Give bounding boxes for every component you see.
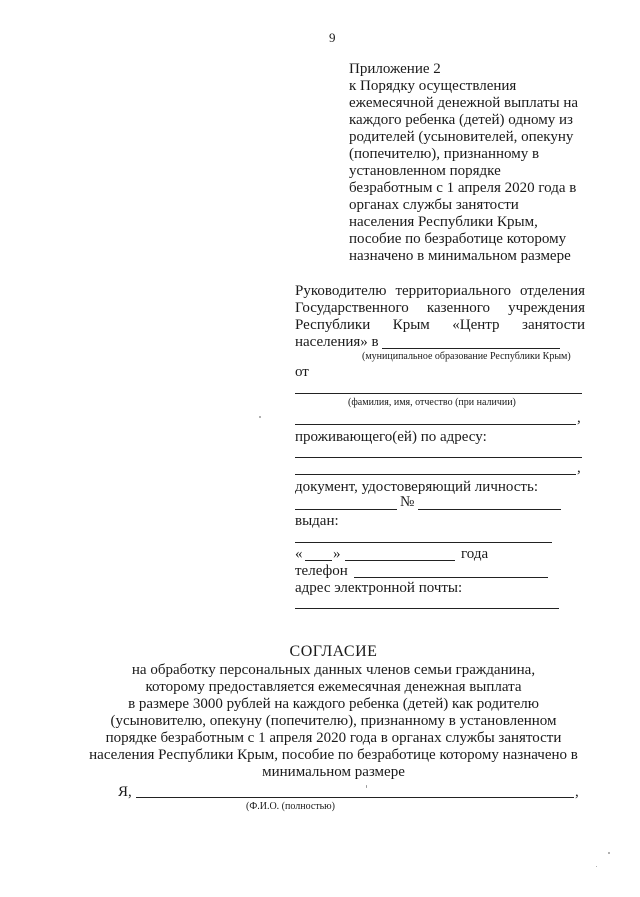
residing-label: проживающего(ей) по адресу: <box>295 429 487 445</box>
addressee-line: Руководителю территориального отделения <box>295 283 585 299</box>
issued-label: выдан: <box>295 513 339 529</box>
consent-line: населения Республики Крым, пособие по безработице которому назначено в <box>89 747 578 763</box>
year-label: года <box>461 546 489 562</box>
consent-line: минимальном размере <box>262 764 405 780</box>
consent-line: на обработку персональных данных членов семьи гражданина, <box>131 662 536 678</box>
address-line-1[interactable] <box>295 457 582 458</box>
fio-full-hint: (Ф.И.О. (полностью) <box>246 801 335 812</box>
comma: , <box>577 460 581 476</box>
date-month-line[interactable] <box>345 560 455 561</box>
i-label: Я, <box>118 784 132 800</box>
addressee-line: населения» в <box>295 334 379 350</box>
scan-speck <box>608 852 610 854</box>
date-day-line[interactable] <box>305 560 332 561</box>
applicant-name-line[interactable] <box>295 393 582 394</box>
scan-speck <box>259 416 261 418</box>
appendix-line: назначено в минимальном размере <box>349 248 571 264</box>
appendix-line: каждого ребенка (детей) одному из <box>349 112 573 128</box>
addressee-line: Государственного казенного учреждения <box>295 300 585 316</box>
appendix-line: родителей (усыновителей, опекуну <box>349 129 574 145</box>
addressee-line: Республики Крым «Центр занятости <box>295 317 585 333</box>
full-name-line[interactable] <box>136 797 574 798</box>
consent-title: СОГЛАСИЕ <box>289 643 378 660</box>
phone-line[interactable] <box>354 577 548 578</box>
document-label: документ, удостоверяющий личность: <box>295 479 538 495</box>
number-sign: № <box>400 494 415 510</box>
appendix-line: пособие по безработице которому <box>349 231 567 247</box>
page-number: 9 <box>329 30 336 45</box>
appendix-line: (попечителю), признанному в <box>349 146 540 162</box>
consent-line: в размере 3000 рублей на каждого ребенка (детей) как родителю <box>128 696 539 712</box>
document-number-line[interactable] <box>418 509 561 510</box>
date-close-quote: » <box>333 546 341 562</box>
municipality-hint: (муниципальное образование Республики Крым) <box>362 351 571 362</box>
appendix-line: установленном порядке <box>349 163 501 179</box>
appendix-line: Приложение 2 <box>349 61 441 77</box>
appendix-line: ежемесячной денежной выплаты на <box>349 95 579 111</box>
consent-line: порядке безработным с 1 апреля 2020 года в органах службы занятости <box>105 730 562 746</box>
issued-by-line[interactable] <box>295 542 552 543</box>
appendix-line: населения Республики Крым, <box>349 214 538 230</box>
fio-hint: (фамилия, имя, отчество (при наличии) <box>348 397 516 408</box>
consent-line: (усыновителю, опекуну (попечителю), признанному в установленном <box>110 713 557 729</box>
appendix-line: к Порядку осуществления <box>349 78 517 94</box>
appendix-line: безработным с 1 апреля 2020 года в <box>349 180 577 196</box>
consent-line: которому предоставляется ежемесячная денежная выплата <box>145 679 522 695</box>
phone-label: телефон <box>295 563 348 579</box>
comma: , <box>577 410 581 426</box>
document-series-line[interactable] <box>295 509 397 510</box>
date-open-quote: « <box>295 546 303 562</box>
email-label: адрес электронной почты: <box>295 580 463 596</box>
municipality-field-line[interactable] <box>382 348 560 349</box>
scan-speck <box>366 785 367 788</box>
from-label: от <box>295 364 309 380</box>
comma: , <box>575 784 579 800</box>
applicant-name-line-2[interactable] <box>295 424 576 425</box>
appendix-line: органах службы занятости <box>349 197 519 213</box>
scan-speck <box>596 866 597 867</box>
email-line[interactable] <box>295 608 559 609</box>
address-line-2[interactable] <box>295 474 576 475</box>
